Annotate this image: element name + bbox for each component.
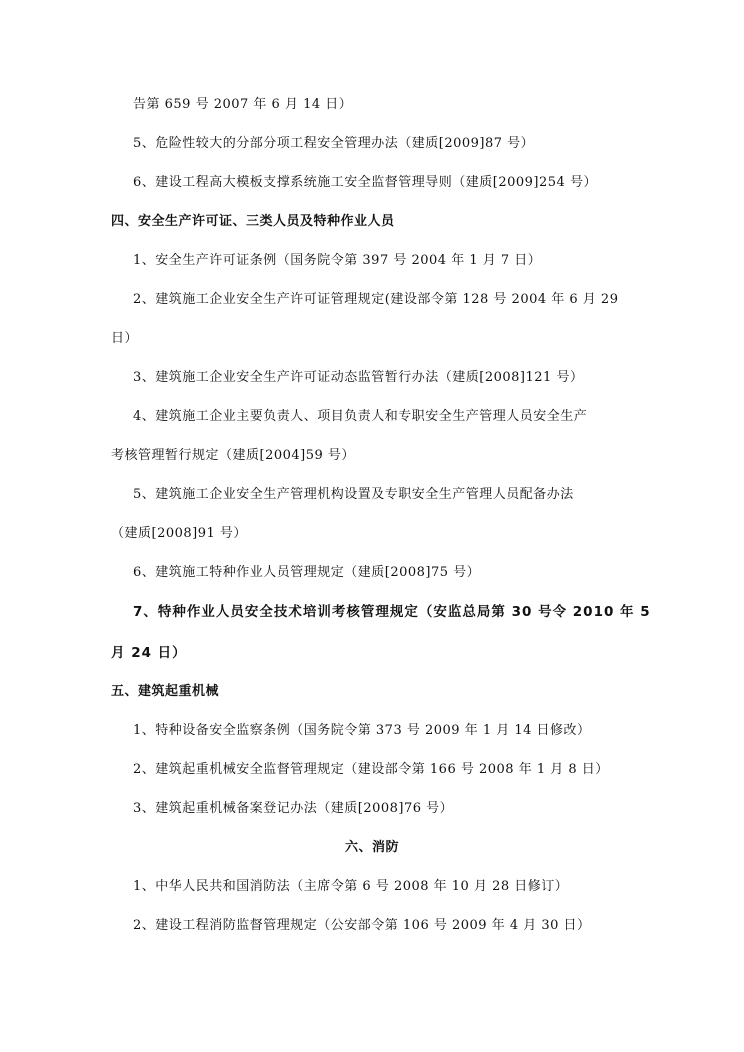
text-line: 1、安全生产许可证条例（国务院令第 397 号 2004 年 1 月 7 日） [133, 253, 542, 268]
text-line: 4、建筑施工企业主要负责人、项目负责人和专职安全生产管理人员安全生产 [133, 409, 588, 424]
text-line: 3、建筑施工企业安全生产许可证动态监管暂行办法（建质[2008]121 号） [133, 370, 584, 385]
section-heading: 四、安全生产许可证、三类人员及特种作业人员 [111, 214, 395, 229]
text-line: 5、危险性较大的分部分项工程安全管理办法（建质[2009]87 号） [133, 136, 535, 151]
text-line: 考核管理暂行规定（建质[2004]59 号） [111, 448, 355, 463]
text-line: 告第 659 号 2007 年 6 月 14 日） [133, 97, 353, 112]
text-line: 6、建设工程高大模板支撑系统施工安全监督管理导则（建质[2009]254 号） [133, 175, 597, 190]
text-line: 6、建筑施工特种作业人员管理规定（建质[2008]75 号） [133, 565, 481, 580]
text-line: 3、建筑起重机械备案登记办法（建质[2008]76 号） [133, 801, 454, 816]
text-line: 2、建设工程消防监督管理规定（公安部令第 106 号 2009 年 4 月 30 日） [133, 918, 591, 933]
text-line: 2、建筑起重机械安全监督管理规定（建设部令第 166 号 2008 年 1 月 8 日） [133, 762, 609, 777]
section-heading: 五、建筑起重机械 [111, 684, 220, 699]
text-line: 1、中华人民共和国消防法（主席令第 6 号 2008 年 10 月 28 日修订） [133, 879, 569, 894]
text-line: 日） [111, 331, 139, 346]
text-line: 5、建筑施工企业安全生产管理机构设置及专职安全生产管理人员配备办法 [133, 487, 574, 502]
text-line: （建质[2008]91 号） [111, 526, 247, 541]
text-line: 1、特种设备安全监察条例（国务院令第 373 号 2009 年 1 月 14 日修改） [133, 723, 591, 738]
section-heading: 六、消防 [344, 840, 399, 855]
bold-text-line: 7、特种作业人员安全技术培训考核管理规定（安监总局第 30 号令 2010 年 5 [133, 604, 651, 620]
text-line: 2、建筑施工企业安全生产许可证管理规定(建设部令第 128 号 2004 年 6 月 29 [133, 292, 619, 307]
bold-text-line: 月 24 日） [111, 645, 187, 661]
